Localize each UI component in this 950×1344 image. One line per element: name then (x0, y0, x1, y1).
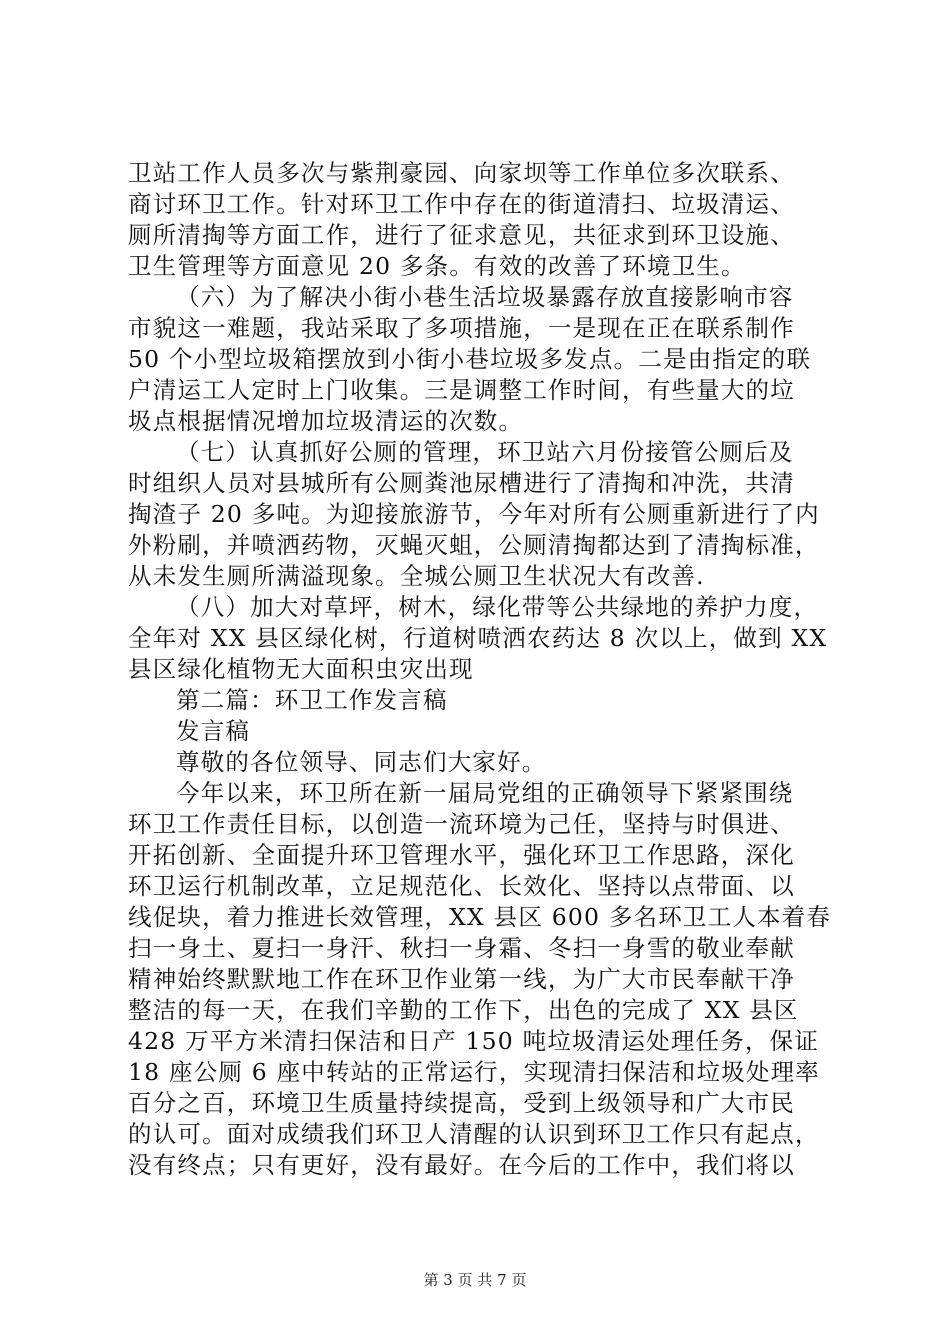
text-line: 环卫工作责任目标，以创造一流环境为己任，坚持与时俱进、 (128, 810, 795, 838)
section-heading: 第二篇：环卫工作发言稿 (176, 686, 448, 714)
text-line: 428 万平方米清扫保洁和日产 150 吨垃圾清运处理任务，保证 (128, 1027, 820, 1055)
text-line: 从未发生厕所满溢现象。全城公厕卫生状况大有改善. (128, 562, 705, 590)
text-line: 18 座公厕 6 座中转站的正常运行，实现清扫保洁和垃圾处理率 (128, 1058, 820, 1086)
text-line: 整洁的每一天，在我们辛勤的工作下，出色的完成了 XX 县区 (128, 996, 799, 1024)
text-line: 厕所清掏等方面工作，进行了征求意见，共征求到环卫设施、 (128, 221, 795, 249)
text-line: 外粉刷，并喷洒药物，灭蝇灭蛆，公厕清掏都达到了清掏标准， (128, 531, 820, 559)
text-line: 精神始终默默地工作在环卫作业第一线，为广大市民奉献干净 (128, 965, 795, 993)
text-line: 百分之百，环境卫生质量持续提高，受到上级领导和广大市民 (128, 1089, 795, 1117)
text-line: 户清运工人定时上门收集。三是调整工作时间，有些量大的垃 (128, 376, 795, 404)
page-number-footer: 第 3 页 共 7 页 (423, 1271, 527, 1289)
salutation: 尊敬的各位领导、同志们大家好。 (176, 748, 547, 776)
text-line: 的认可。面对成绩我们环卫人清醒的认识到环卫工作只有起点， (128, 1120, 820, 1148)
text-line: 商讨环卫工作。针对环卫工作中存在的街道清扫、垃圾清运、 (128, 190, 795, 218)
text-line: 没有终点；只有更好，没有最好。在今后的工作中，我们将以 (128, 1151, 795, 1179)
text-line: 全年对 XX 县区绿化树，行道树喷洒农药达 8 次以上，做到 XX (128, 624, 828, 652)
text-line: 卫生管理等方面意见 20 多条。有效的改善了环境卫生。 (128, 252, 746, 280)
text-line: 圾点根据情况增加垃圾清运的次数。 (128, 407, 524, 435)
text-line: 今年以来，环卫所在新一届局党组的正确领导下紧紧围绕 (176, 779, 794, 807)
text-line: 卫站工作人员多次与紫荆豪园、向家坝等工作单位多次联系、 (128, 159, 795, 187)
text-line: 县区绿化植物无大面积虫灾出现 (128, 655, 474, 683)
text-line: 50 个小型垃圾箱摆放到小街小巷垃圾多发点。二是由指定的联 (128, 345, 812, 373)
text-line: 环卫运行机制改革，立足规范化、长效化、坚持以点带面、以 (128, 872, 795, 900)
text-line: 扫一身土、夏扫一身汗、秋扫一身霜、冬扫一身雪的敬业奉献 (128, 934, 795, 962)
text-line: 开拓创新、全面提升环卫管理水平，强化环卫工作思路，深化 (128, 841, 795, 869)
text-line: 掏渣子 20 多吨。为迎接旅游节，今年对所有公厕重新进行了内 (128, 500, 820, 528)
text-line: 时组织人员对县城所有公厕粪池尿槽进行了清掏和冲洗，共清 (128, 469, 795, 497)
text-line: （八）加大对草坪，树木，绿化带等公共绿地的养护力度， (176, 593, 819, 621)
text-line: （六）为了解决小街小巷生活垃圾暴露存放直接影响市容 (176, 283, 794, 311)
text-line: （七）认真抓好公厕的管理，环卫站六月份接管公厕后及 (176, 438, 794, 466)
text-line: 市貌这一难题，我站采取了多项措施，一是现在正在联系制作 (128, 314, 795, 342)
text-line: 线促块，着力推进长效管理，XX 县区 600 多名环卫工人本着春 (128, 903, 832, 931)
speech-title: 发言稿 (176, 717, 251, 745)
document-body (128, 158, 833, 1181)
